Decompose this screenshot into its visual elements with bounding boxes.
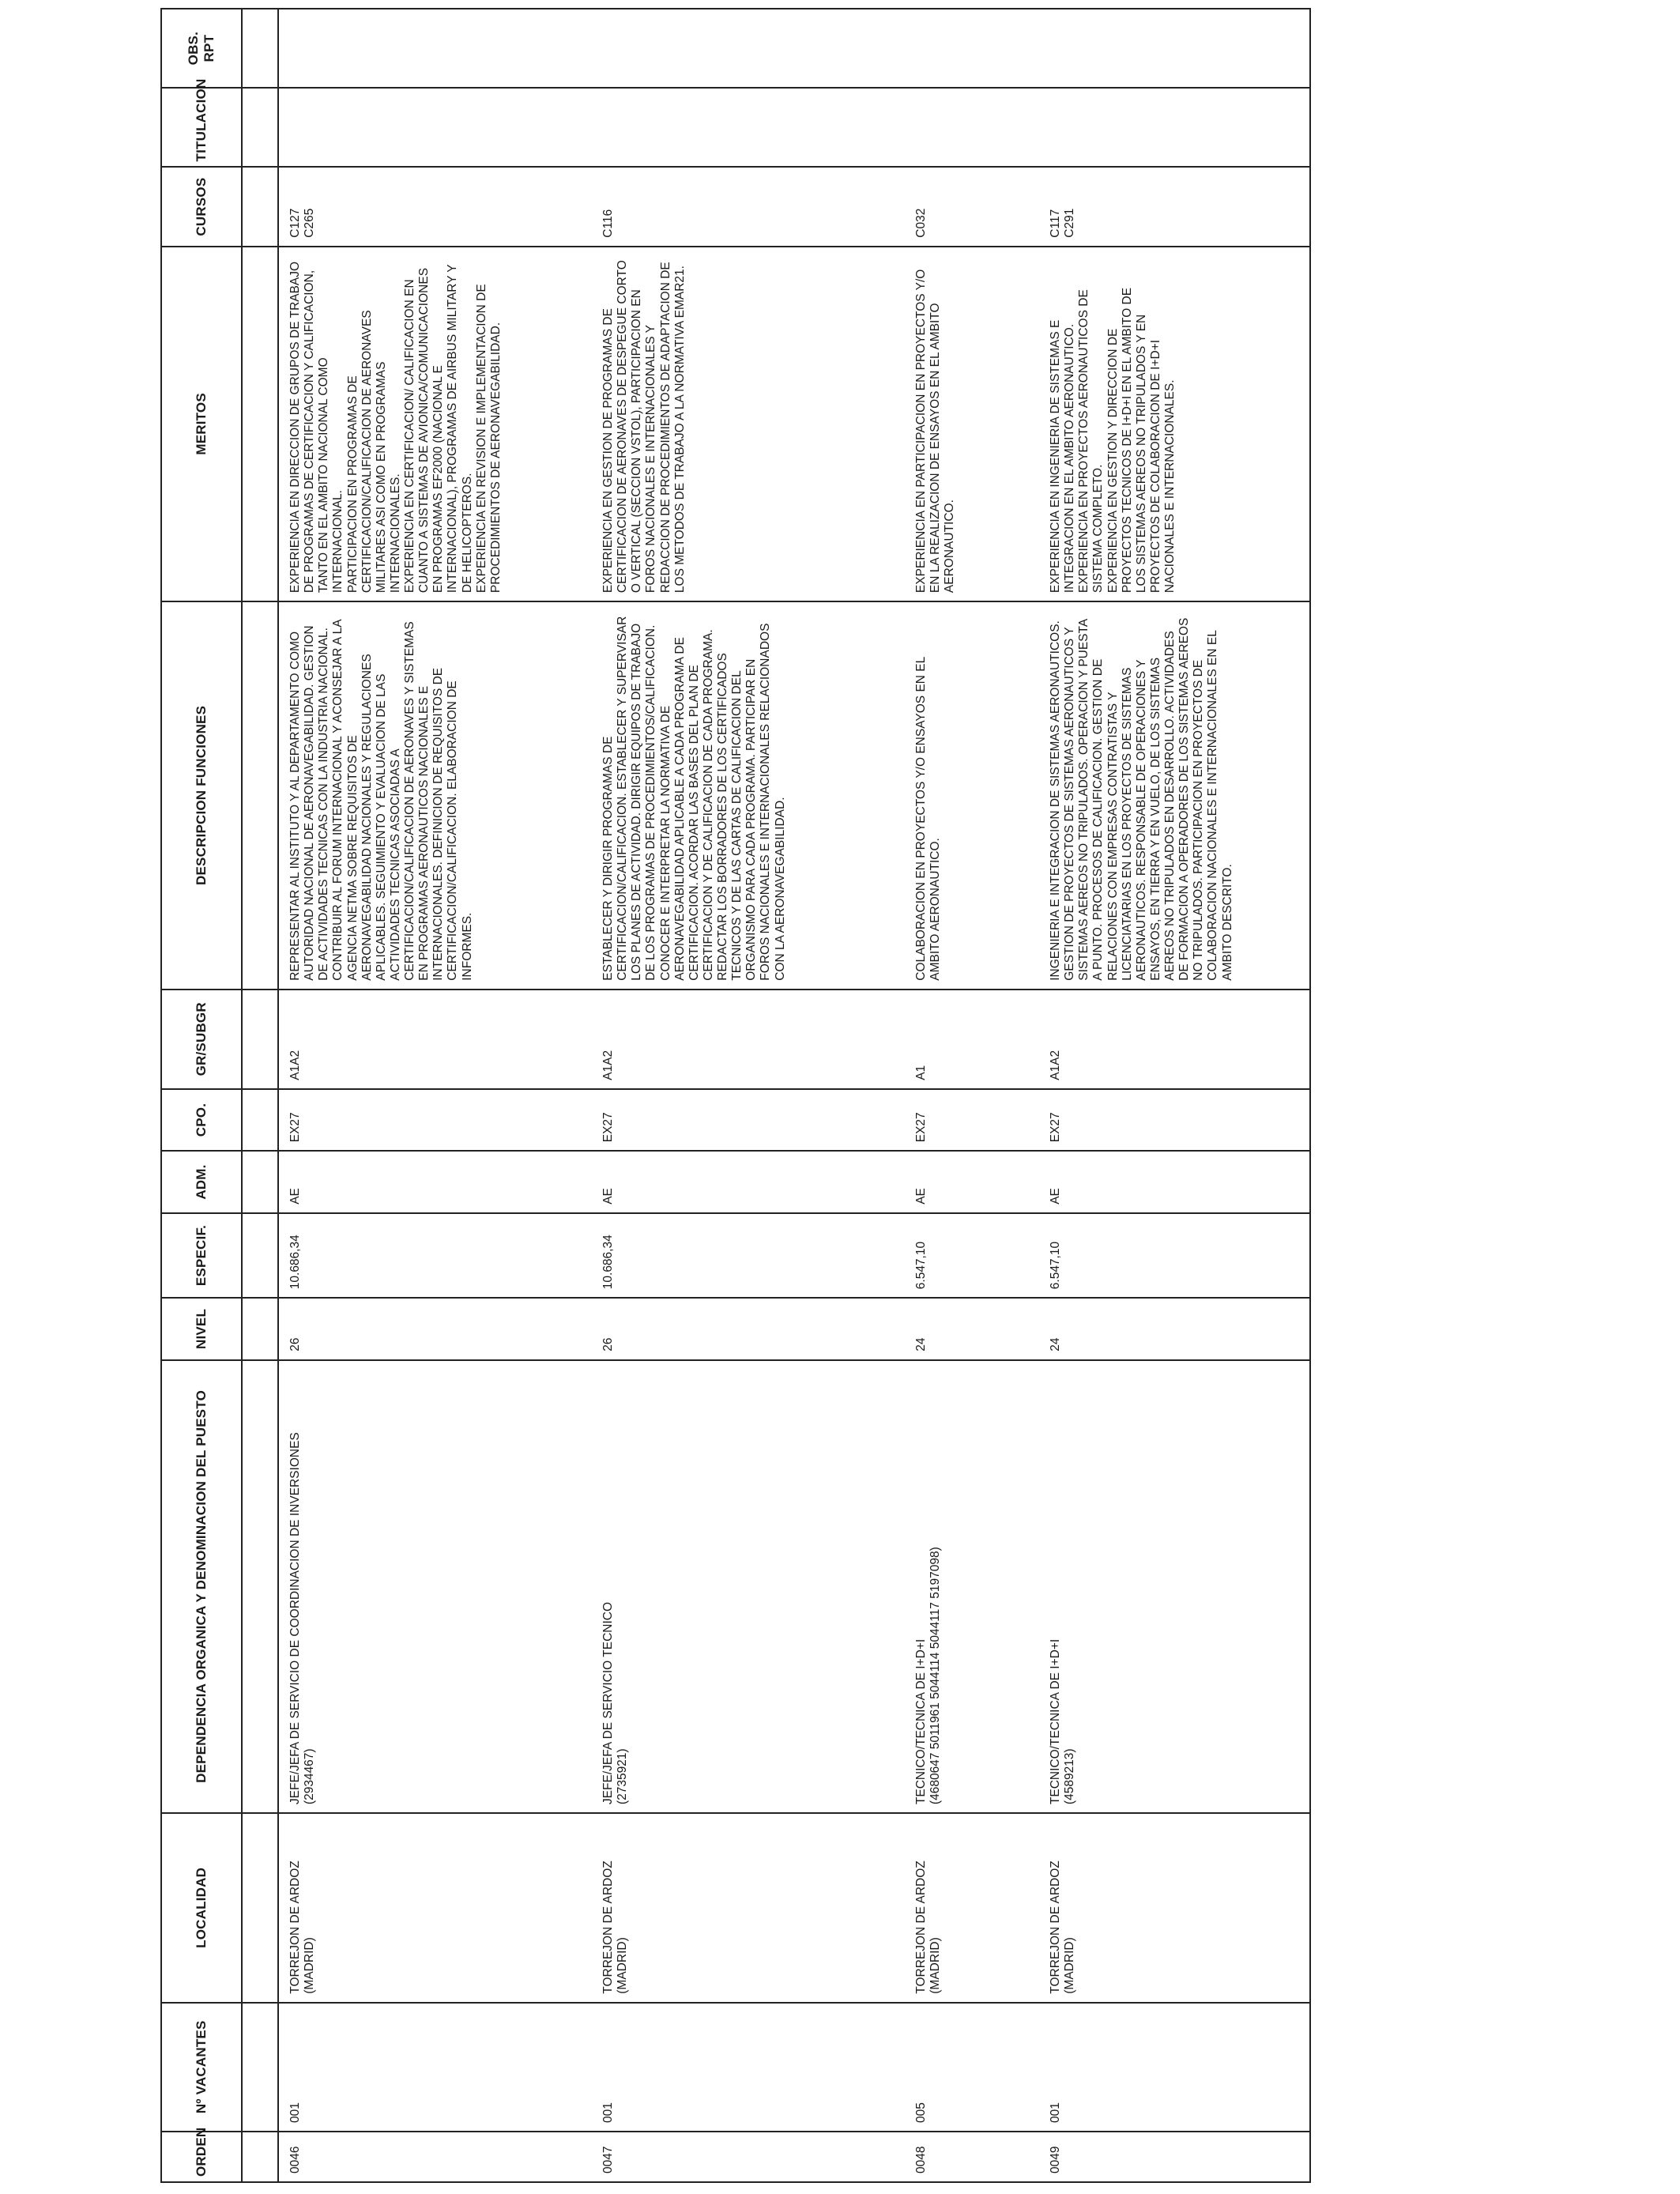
orden-cell: 0046 bbox=[288, 2146, 302, 2173]
vacantes-cell: 001 bbox=[1049, 2102, 1062, 2123]
header-meritos: MERITOS bbox=[161, 247, 242, 601]
vacantes-cell: 001 bbox=[601, 2102, 615, 2123]
adm-cell: AE bbox=[288, 1188, 302, 1204]
localidad-cell: TORREJON DE ARDOZ (MADRID) bbox=[601, 1860, 630, 1994]
cursos-cell: C127 C265 bbox=[288, 208, 317, 238]
header-row bbox=[161, 9, 242, 2182]
grupo-cell: A1A2 bbox=[601, 1050, 615, 1080]
orden-cell: 0047 bbox=[601, 2146, 615, 2173]
grupo-cell: A1A2 bbox=[1049, 1050, 1062, 1080]
rotated-document-sheet bbox=[160, 8, 1322, 2183]
adm-cell: AE bbox=[601, 1188, 615, 1204]
cpo-cell: EX27 bbox=[601, 1112, 615, 1143]
meritos-cell: EXPERIENCIA EN PARTICIPACION EN PROYECTOS Y/O EN LA REALIZACION DE ENSAYOS EN EL AMBITO AERONAUTICO. bbox=[914, 269, 957, 594]
localidad-cell: TORREJON DE ARDOZ (MADRID) bbox=[914, 1860, 943, 1994]
nivel-cell: 24 bbox=[1049, 1337, 1062, 1351]
titulacion-cell bbox=[288, 96, 601, 158]
descripcion-cell: INGENIERIA E INTEGRACION DE SISTEMAS AERONAUTICOS. GESTION DE PROYECTOS DE SISTEMAS AERONAUTICOS Y SISTEMAS AEREOS NO TRIPULADOS. OPERACION Y PUESTA A PUNTO. PROCESOS DE CALIFICACION. GESTION DE RELACIONES CON EMPRESAS CONTRATISTAS Y LICENCIATARIAS EN LOS PROYECTOS DE SISTEMAS AERONAUTICOS. RESPONSABLE DE OPERACIONES Y ENSAYOS, EN TIERRA Y EN VUELO, DE LOS SISTEMAS AEREOS NO TRIPULADOS EN DESARROLLO. ACTIVIDADES DE FORMACION A OPERADORES DE LOS SISTEMAS AEREOS NO TRIPULADOS. PARTICIPACION EN PROYECTOS DE COLABORACION NACIONALES E INTERNACIONALES EN EL AMBITO DESCRITO. bbox=[1049, 617, 1234, 981]
header-cpo: CPO. bbox=[161, 1089, 242, 1152]
titulacion-cell bbox=[914, 96, 1049, 158]
cursos-cell: C117 C291 bbox=[1049, 208, 1077, 238]
header-orden: ORDEN bbox=[161, 2132, 242, 2182]
meritos-cell: EXPERIENCIA EN DIRECCION DE GRUPOS DE TRABAJO DE PROGRAMAS DE CERTIFICACION Y CALIFICACION, TANTO EN EL AMBITO NACIONAL COMO INTERNACIONAL. PARTICIPACION EN PROGRAMAS DE CERTIFICACION/CALIFICACION DE AERONAVES MILITARES ASI COMO EN PROGRAMAS INTERNACIONALES. EXPERIENCIA EN CERTIFICACION/ CALIFICACION EN CUANTO A SISTEMAS DE AVIONICA/COMUNICACIONES EN PROGRAMAS EF2000 (NACIONAL E INTERNACIONAL), PROGRAMAS DE AIRBUS MILITARY Y DE HELICOPTEROS. EXPERIENCIA EN REVISION E IMPLEMENTACION DE PROCEDIMIENTOS DE AERONAVEGABILIDAD. bbox=[288, 261, 503, 594]
table-body-row bbox=[278, 9, 1310, 2182]
cursos-cell: C032 bbox=[914, 208, 928, 238]
nivel-cell: 24 bbox=[914, 1337, 928, 1351]
header-dependencia: DEPENDENCIA ORGANICA Y DENOMINACION DEL PUESTO bbox=[161, 1360, 242, 1813]
spacer-row bbox=[242, 9, 278, 2182]
header-cursos: CURSOS bbox=[161, 168, 242, 247]
adm-cell: AE bbox=[1049, 1188, 1062, 1204]
localidad-cell: TORREJON DE ARDOZ (MADRID) bbox=[288, 1860, 317, 1994]
cpo-cell: EX27 bbox=[288, 1112, 302, 1143]
header-grupo: GR/SUBGR bbox=[161, 990, 242, 1089]
header-obs-rpt: OBS. RPT bbox=[161, 9, 242, 88]
nivel-cell: 26 bbox=[601, 1337, 615, 1351]
header-vacantes: Nº VACANTES bbox=[161, 2003, 242, 2132]
nivel-cell: 26 bbox=[288, 1337, 302, 1351]
dependencia-cell: TECNICO/TECNICA DE I+D+I (4680647 5011961 5044114 5044117 5197098) bbox=[914, 1547, 943, 1805]
titulacion-cell bbox=[601, 96, 914, 158]
descripcion-cell: COLABORACION EN PROYECTOS Y/O ENSAYOS EN EL AMBITO AERONAUTICO. bbox=[914, 657, 943, 981]
meritos-cell: EXPERIENCIA EN GESTION DE PROGRAMAS DE CERTIFICACION DE AERONAVES DE DESPEGUE CORTO O VERTICAL (SECCION VSTOL), PARTICIPACION EN FOROS NACIONALES E INTERNACIONALES Y REDACCION DE PROCEDIMIENTOS DE ADAPTACION DE LOS METODOS DE TRABAJO A LA NORMATIVA EMAR21. bbox=[601, 260, 687, 594]
obs-rpt-cell bbox=[601, 17, 914, 79]
orden-cell: 0048 bbox=[914, 2146, 928, 2173]
dependencia-cell: TECNICO/TECNICA DE I+D+I (4589213) bbox=[1049, 1638, 1077, 1805]
vacantes-cell: 005 bbox=[914, 2102, 928, 2123]
descripcion-cell: REPRESENTAR AL INSTITUTO Y AL DEPARTAMENTO COMO AUTORIDAD NACIONAL DE AERONAVEGABILIDAD. GESTION DE ACTIVIDADES TECNICAS CON LA INDUSTRIA NACIONAL. CONTRIBUIR AL FORUM INTERNACIONAL Y ACONSEJAR A LA AGENCIA NETMA SOBRE REQUISITOS DE AERONAVEGABILIDAD NACIONALES Y REGULACIONES APLICABLES. SEGUIMIENTO Y EVALUACION DE LAS ACTIVIDADES TECNICAS ASOCIADAS A CERTIFICACION/CALIFICACION DE AERONAVES Y SISTEMAS EN PROGRAMAS AERONAUTICOS NACIONALES E INTERNACIONALES. DEFINICION DE REQUISITOS DE CERTIFICACION/CALIFICACION. ELABORACION DE INFORMES. bbox=[288, 620, 474, 981]
especif-cell: 10.686,34 bbox=[288, 1235, 302, 1290]
adm-cell: AE bbox=[914, 1188, 928, 1204]
especif-cell: 6.547,10 bbox=[1049, 1241, 1062, 1290]
vacantes-cell: 001 bbox=[288, 2102, 302, 2123]
grupo-cell: A1 bbox=[914, 1065, 928, 1080]
cpo-cell: EX27 bbox=[914, 1112, 928, 1143]
dependencia-cell: JEFE/JEFA DE SERVICIO DE COORDINACION DE INVERSIONES (2934467) bbox=[288, 1432, 317, 1805]
cursos-cell: C116 bbox=[601, 209, 615, 238]
header-nivel: NIVEL bbox=[161, 1298, 242, 1360]
titulacion-cell bbox=[1049, 96, 1309, 158]
especif-cell: 10.686,34 bbox=[601, 1235, 615, 1290]
header-adm: ADM. bbox=[161, 1151, 242, 1213]
grupo-cell: A1A2 bbox=[288, 1050, 302, 1080]
especif-cell: 6.547,10 bbox=[914, 1241, 928, 1290]
orden-cell: 0049 bbox=[1049, 2146, 1062, 2173]
dependencia-cell: JEFE/JEFA DE SERVICIO TECNICO (2735921) bbox=[601, 1601, 630, 1805]
header-descripcion: DESCRIPCION FUNCIONES bbox=[161, 601, 242, 990]
obs-rpt-cell bbox=[288, 17, 601, 79]
header-localidad: LOCALIDAD bbox=[161, 1813, 242, 2003]
obs-rpt-cell bbox=[914, 17, 1049, 79]
vacancies-table bbox=[160, 8, 1311, 2183]
meritos-cell: EXPERIENCIA EN INGENIERIA DE SISTEMAS E INTEGRACION EN EL AMBITO AERONAUTICO. EXPERIENCIA EN PROYECTOS AERONAUTICOS DE SISTEMA COMPLETO. EXPERIENCIA EN GESTION Y DIRECCION DE PROYECTOS TECNICOS DE I+D+I EN EL AMBITO DE LOS SISTEMAS AEREOS NO TRIPULADOS Y EN PROYECTOS DE COLABORACION DE I+D+I NACIONALES E INTERNACIONALES. bbox=[1049, 287, 1177, 594]
header-especif: ESPECIF. bbox=[161, 1213, 242, 1298]
descripcion-cell: ESTABLECER Y DIRIGIR PROGRAMAS DE CERTIFICACION/CALIFICACION. ESTABLECER Y SUPERVISAR LOS PLANES DE ACTIVIDAD. DIRIGIR EQUIPOS DE TRABAJO DE LOS PROGRAMAS DE PROCEDIMIENTOS/CALIFICACION. CONOCER E INTERPRETAR LA NORMATIVA DE AERONAVEGABILIDAD APLICABLE A CADA PROGRAMA DE CERTIFICACION. ACORDAR LAS BASES DEL PLAN DE CERTIFICACION Y DE CALIFICACION DE CADA PROGRAMA. REDACTAR LOS BORRADORES DE LOS CERTIFICADOS TECNICOS Y DE LAS CARTAS DE CALIFICACION DEL ORGANISMO PARA CADA PROGRAMA. PARTICIPAR EN FOROS NACIONALES E INTERNACIONALES RELACIONADOS CON LA AERONAVEGABILIDAD. bbox=[601, 616, 787, 981]
header-titulacion: TITULACION bbox=[161, 88, 242, 167]
cpo-cell: EX27 bbox=[1049, 1112, 1062, 1143]
localidad-cell: TORREJON DE ARDOZ (MADRID) bbox=[1049, 1860, 1077, 1994]
obs-rpt-cell bbox=[1049, 17, 1309, 79]
